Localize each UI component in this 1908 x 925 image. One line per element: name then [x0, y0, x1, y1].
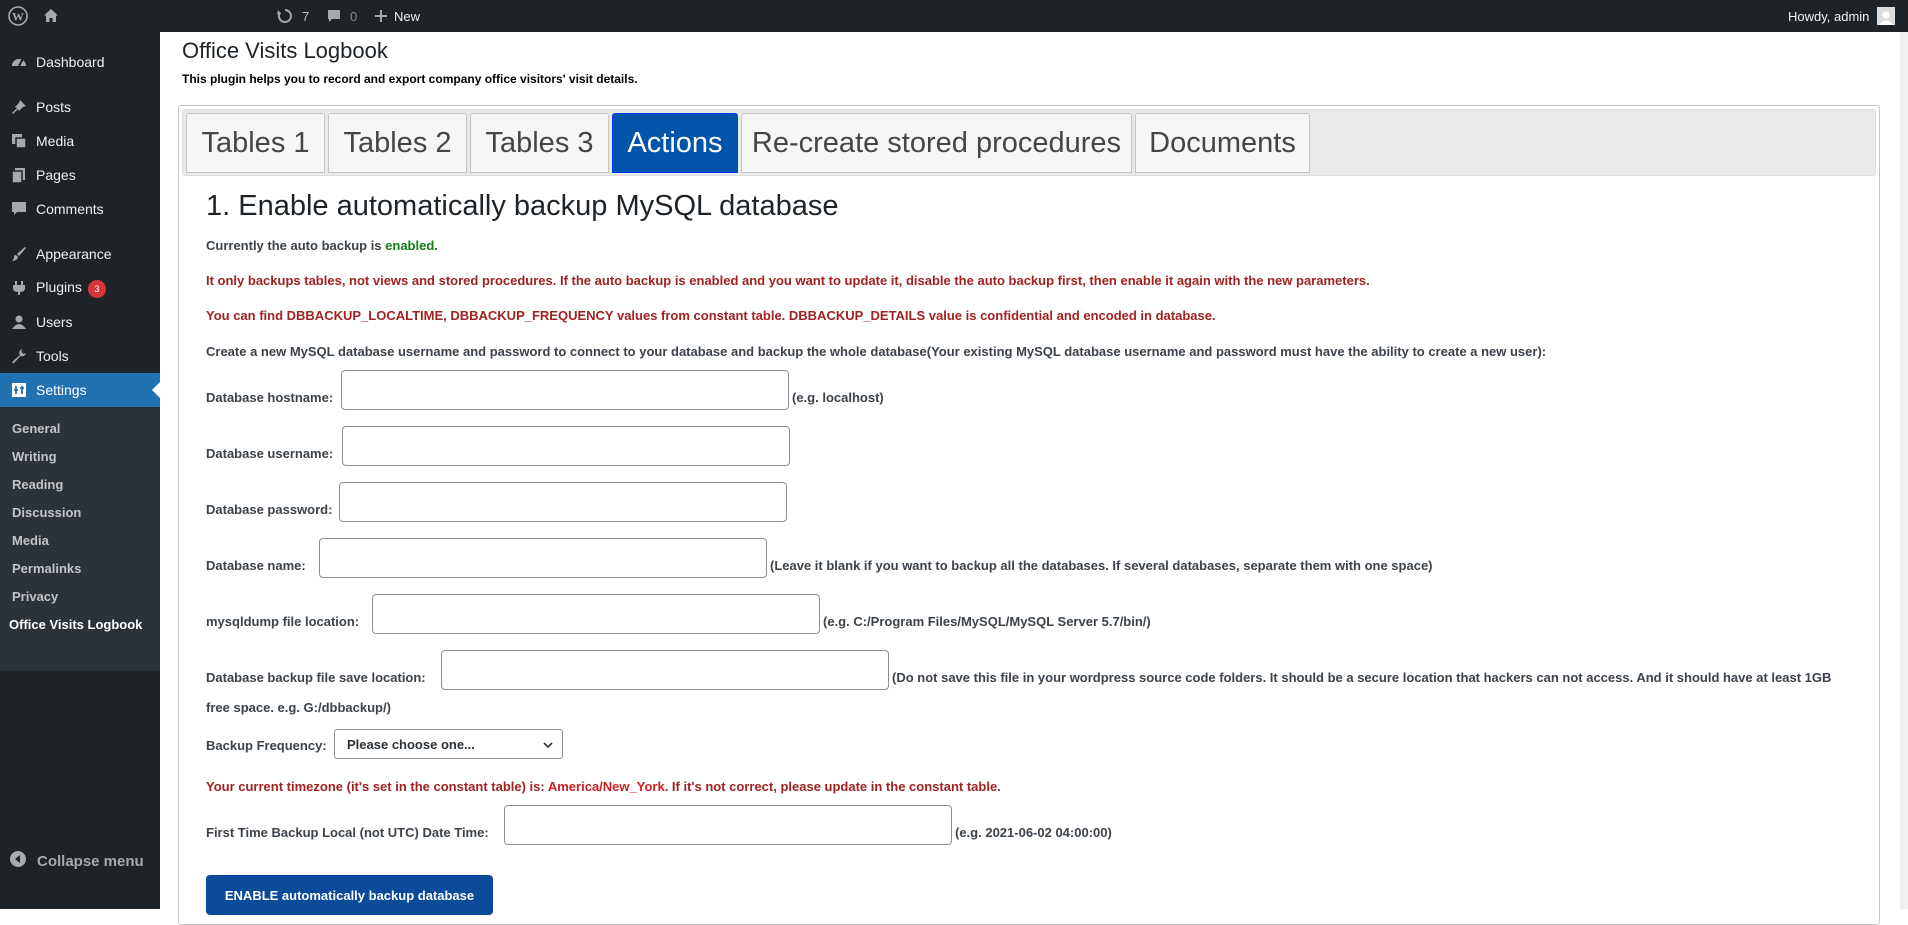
save-location-input[interactable]	[441, 650, 889, 690]
updates-count: 7	[302, 8, 310, 24]
howdy-text: Howdy, admin	[1788, 8, 1870, 24]
plugins-update-badge: 3	[88, 280, 106, 298]
comments-count: 0	[350, 8, 358, 24]
backup-status-value: enabled	[385, 238, 435, 253]
settings-submenu	[0, 407, 160, 671]
wrench-icon	[9, 346, 29, 366]
sidebar-item-users[interactable]	[0, 305, 160, 339]
sidebar-item-dashboard[interactable]	[0, 45, 160, 79]
home-icon[interactable]	[42, 0, 60, 32]
tab-bar	[182, 109, 1876, 176]
tab-actions[interactable]: Actions	[612, 113, 738, 173]
svg-text:W: W	[12, 9, 24, 24]
first-time-label: First Time Backup Local (not UTC) Date Time:	[206, 825, 489, 840]
backup-warning-constants: You can find DBBACKUP_LOCALTIME, DBBACKUP_FREQUENCY values from constant table. DBBACKUP_DETAILS value is confidential and encoded in database.	[206, 308, 1216, 323]
comment-icon	[9, 199, 29, 219]
new-content-link[interactable]	[374, 0, 420, 32]
tab-tables-2[interactable]: Tables 2	[328, 113, 467, 173]
pin-icon	[9, 97, 29, 117]
sidebar-item-label: Users	[36, 314, 73, 330]
page-description: This plugin helps you to record and export company office visitors' visit details.	[182, 72, 638, 86]
plugin-tabs-container	[178, 105, 1880, 925]
timezone-prefix: Your current timezone (it's set in the constant table) is:	[206, 779, 548, 794]
media-icon	[9, 131, 29, 151]
dbname-input[interactable]	[319, 538, 767, 578]
sidebar-item-settings[interactable]	[0, 373, 160, 407]
admin-sidebar	[0, 32, 160, 909]
dbname-label: Database name:	[206, 558, 306, 573]
hostname-hint: (e.g. localhost)	[792, 390, 884, 405]
submenu-item-general[interactable]: General	[12, 421, 61, 436]
submenu-item-privacy[interactable]: Privacy	[12, 589, 59, 604]
submenu-item-permalinks[interactable]: Permalinks	[12, 561, 82, 576]
brush-icon	[9, 244, 29, 264]
timezone-value: America/New_York	[547, 779, 665, 794]
comments-link[interactable]	[326, 0, 357, 32]
chevron-down-icon	[542, 739, 554, 754]
sidebar-item-label: Settings	[36, 382, 87, 398]
submenu-item-writing[interactable]: Writing	[12, 449, 57, 464]
page-title: Office Visits Logbook	[182, 38, 388, 63]
frequency-selected-value: Please choose one...	[347, 736, 475, 752]
save-location-hint-continued: free space. e.g. G:/dbbackup/)	[206, 700, 391, 715]
backup-warning-tables: It only backups tables, not views and stored procedures. If the auto backup is enabled and you want to update it, disable the auto backup first, then enable it again with the new parameters.	[206, 273, 1370, 288]
submenu-item-media[interactable]: Media	[12, 533, 49, 548]
frequency-select[interactable]	[334, 729, 563, 759]
frequency-label: Backup Frequency:	[206, 738, 327, 753]
sidebar-item-comments[interactable]	[0, 192, 160, 226]
hostname-input[interactable]	[341, 370, 789, 410]
backup-status-prefix: Currently the auto backup is	[206, 238, 386, 253]
dbname-hint: (Leave it blank if you want to backup all the databases. If several databases, separate them with one space)	[770, 558, 1433, 573]
hostname-label: Database hostname:	[206, 390, 334, 405]
admin-bar	[0, 0, 1908, 32]
sidebar-item-media[interactable]	[0, 124, 160, 158]
my-account-link[interactable]	[1788, 0, 1895, 32]
username-label: Database username:	[206, 446, 334, 461]
page-scrollbar[interactable]	[1900, 32, 1908, 909]
updates-link[interactable]	[276, 0, 309, 32]
timezone-suffix: . If it's not correct, please update in the constant table.	[664, 779, 1001, 794]
enable-backup-button[interactable]: ENABLE automatically backup database	[206, 875, 493, 915]
backup-status-suffix: .	[434, 238, 438, 253]
sidebar-item-label: Posts	[36, 99, 72, 115]
password-label: Database password:	[206, 502, 333, 517]
plugin-icon	[9, 278, 29, 298]
sidebar-item-tools[interactable]	[0, 339, 160, 373]
sidebar-item-label: Plugins	[36, 278, 82, 295]
sidebar-item-posts[interactable]	[0, 90, 160, 124]
section-heading: 1. Enable automatically backup MySQL database	[206, 190, 839, 222]
save-location-hint: (Do not save this file in your wordpress source code folders. It should be a secure location that hackers can not access. And it should have at least 1GB	[892, 670, 1832, 685]
mysqldump-label: mysqldump file location:	[206, 614, 360, 629]
submenu-item-reading[interactable]: Reading	[12, 477, 64, 492]
sidebar-item-label: Appearance	[36, 246, 112, 262]
tab-tables-3[interactable]: Tables 3	[470, 113, 609, 173]
comment-bubble-icon	[326, 8, 342, 24]
first-time-hint: (e.g. 2021-06-02 04:00:00)	[955, 825, 1112, 840]
collapse-menu-button[interactable]	[0, 843, 160, 879]
sidebar-item-label: Tools	[36, 348, 69, 364]
sidebar-item-plugins[interactable]	[0, 271, 160, 305]
settings-icon	[9, 380, 29, 400]
tab-tables-1[interactable]: Tables 1	[186, 113, 325, 173]
dashboard-icon	[9, 52, 29, 72]
submenu-item-discussion[interactable]: Discussion	[12, 505, 82, 520]
collapse-icon	[9, 850, 27, 872]
backup-instruction: Create a new MySQL database username and password to connect to your database and backup the whole database(Your existing MySQL database username and password must have the ability to create a new user):	[206, 344, 1547, 359]
pages-icon	[9, 165, 29, 185]
timezone-note	[206, 779, 1001, 794]
user-icon	[9, 312, 29, 332]
avatar	[1877, 7, 1895, 25]
mysqldump-hint: (e.g. C:/Program Files/MySQL/MySQL Server 5.7/bin/)	[823, 614, 1151, 629]
sidebar-item-label: Comments	[36, 201, 104, 217]
sidebar-item-appearance[interactable]	[0, 237, 160, 271]
sidebar-item-label: Pages	[36, 167, 76, 183]
wordpress-logo-icon[interactable]	[8, 0, 28, 32]
username-input[interactable]	[342, 426, 790, 466]
backup-status	[206, 238, 438, 253]
plus-icon	[374, 9, 388, 23]
new-label: New	[394, 8, 421, 24]
sidebar-item-label: Media	[36, 133, 75, 149]
submenu-item-office-visits-logbook[interactable]: Office Visits Logbook	[9, 617, 143, 632]
save-location-label: Database backup file save location:	[206, 670, 426, 685]
tab-documents[interactable]: Documents	[1135, 113, 1310, 173]
sidebar-item-label: Dashboard	[36, 54, 105, 70]
mysqldump-input[interactable]	[372, 594, 820, 634]
password-input[interactable]	[339, 482, 787, 522]
tab-recreate-stored-procedures[interactable]: Re-create stored procedures	[741, 113, 1132, 173]
first-time-input[interactable]	[504, 805, 952, 845]
main-content	[160, 32, 1908, 909]
collapse-label: Collapse menu	[37, 852, 144, 870]
updates-icon	[276, 7, 294, 25]
sidebar-item-pages[interactable]	[0, 158, 160, 192]
